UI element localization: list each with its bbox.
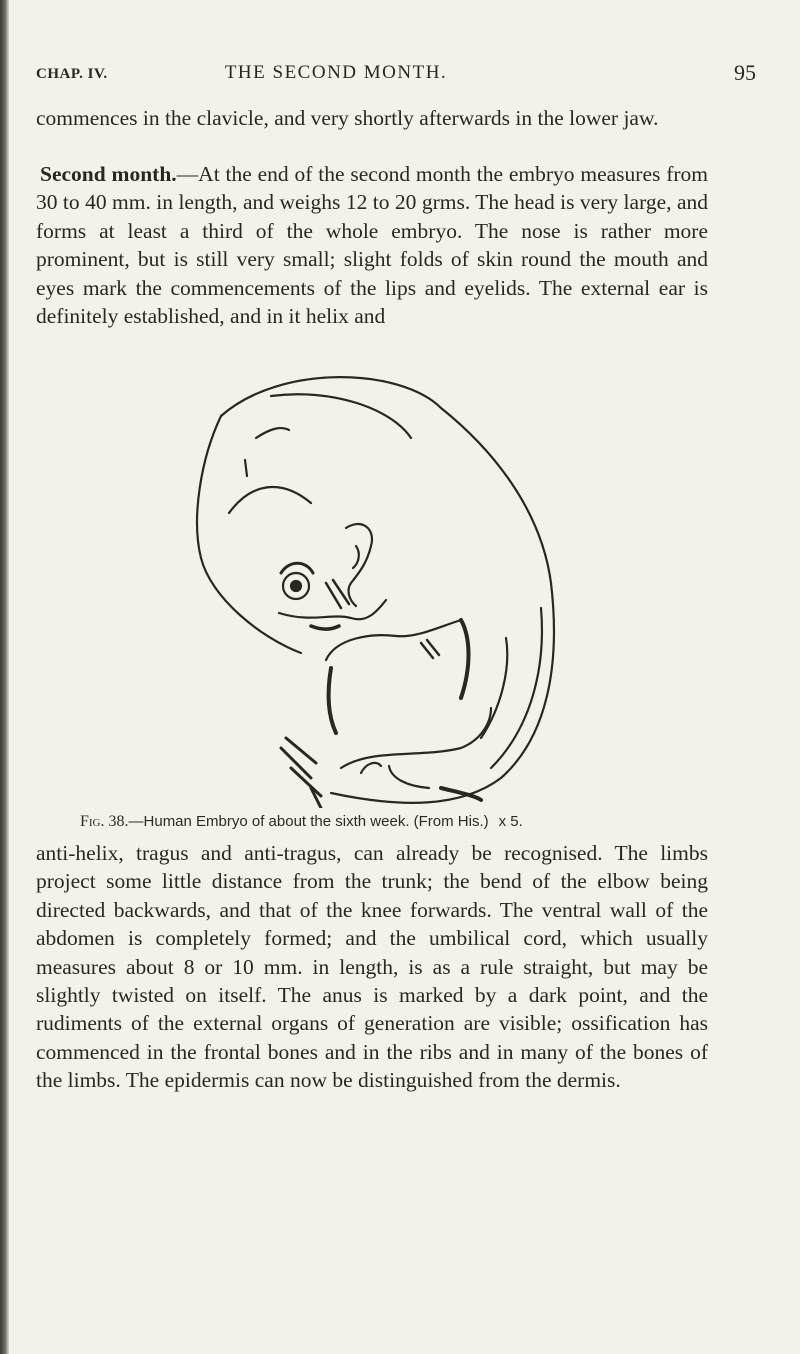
embryo-illustration	[161, 368, 561, 808]
paragraph-limbs-ossification: anti-helix, tragus and anti-tragus, can already be recognised. The limbs project some little distance from the trunk; the bend of the elbow being directed backwards, and that of the knee forwards. The ventral wall of the abdomen is completely formed; and the umbilical cord, which usually measures about 8 or 10 mm. in length, is as a rule straight, but may be slightly twisted on itself. The anus is marked by a dark point, and the rudiments of the external organs of generation are visible; ossification has commenced in the frontal bones and in the ribs and in many of the bones of the limbs. The epidermis can now be distinguished from the dermis.	[36, 841, 708, 1093]
figure-label: Fig. 38.	[80, 813, 129, 830]
running-header	[36, 62, 766, 88]
paragraph-second-month-body: —At the end of the second month the embryo measures from 30 to 40 mm. in length, and weighs 12 to 20 grms. The head is very large, and forms at least a third of the whole embryo. The nose is rather more prominent, but is still very small; slight folds of skin round the mouth and eyes mark the commencements of the lips and eyelids. The external ear is definitely established, and in it helix and	[36, 162, 708, 329]
paragraph-second-month	[36, 160, 708, 330]
figure-scale: x 5.	[498, 813, 523, 830]
running-title: THE SECOND MONTH.	[224, 62, 448, 83]
chapter-label: CHAP. IV.	[36, 66, 108, 82]
book-gutter-edge	[0, 0, 9, 1354]
paragraph-continuation: commences in the clavicle, and very shortly afterwards in the lower jaw.	[36, 106, 659, 130]
page-number: 95	[734, 60, 756, 85]
section-heading-second-month: Second month.	[40, 162, 177, 186]
figure-caption-text: —Human Embryo of about the sixth week. (From His.)	[128, 813, 489, 830]
figure-caption	[80, 813, 720, 831]
